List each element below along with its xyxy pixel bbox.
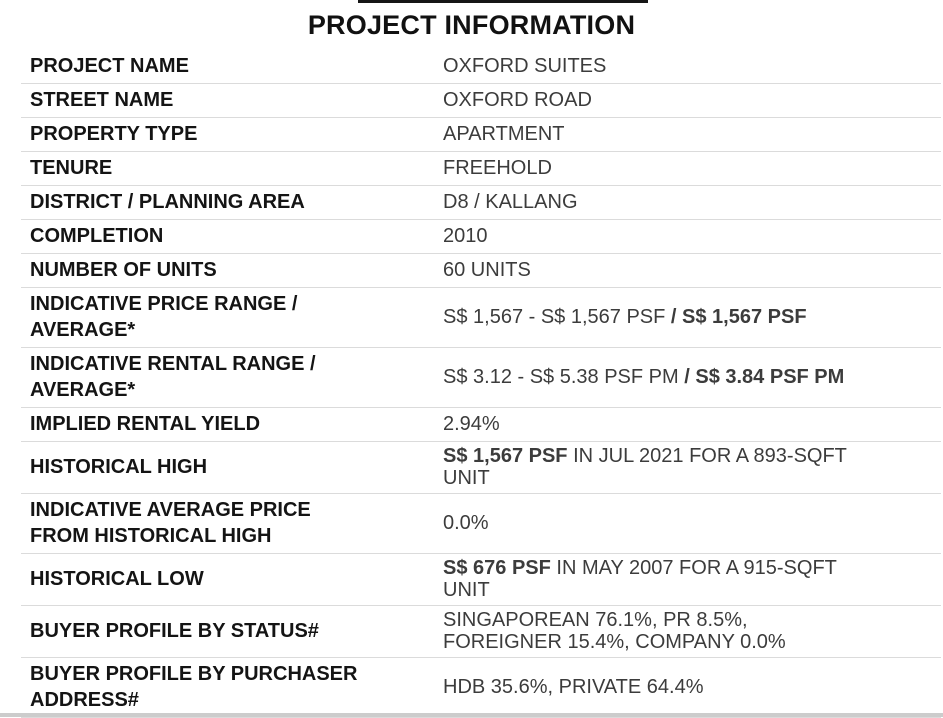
page-title: PROJECT INFORMATION (307, 10, 636, 40)
row-value (443, 413, 853, 435)
row-label: NUMBER OF UNITS (30, 259, 217, 281)
value-segment: D8 / KALLANG (443, 191, 578, 213)
row-label: HISTORICAL LOW (30, 568, 204, 590)
table-row (21, 186, 941, 220)
row-value (443, 609, 853, 653)
table-row (21, 348, 941, 408)
table-row (21, 554, 941, 606)
row-label: STREET NAME (30, 89, 174, 111)
value-segment: APARTMENT (443, 123, 565, 145)
row-label: DISTRICT / PLANNING AREA (30, 191, 305, 213)
value-segment: 2.94% (443, 413, 500, 435)
row-label: INDICATIVE AVERAGE PRICE FROM HISTORICAL HIGH (30, 499, 311, 547)
row-label: BUYER PROFILE BY STATUS# (30, 620, 319, 642)
row-value (443, 366, 853, 388)
row-value (443, 123, 853, 145)
project-info-table-body (21, 50, 941, 718)
row-value (443, 306, 853, 328)
table-row (21, 254, 941, 288)
row-label: BUYER PROFILE BY PURCHASER ADDRESS# (30, 663, 358, 711)
table-row (21, 408, 941, 442)
value-segment: 2010 (443, 225, 488, 247)
row-label: INDICATIVE RENTAL RANGE / AVERAGE* (30, 353, 316, 401)
value-segment-bold: / S$ 1,567 PSF (670, 306, 807, 328)
table-row (21, 118, 941, 152)
value-segment: SINGAPOREAN 76.1%, PR 8.5%, FOREIGNER 15.4%, COMPANY 0.0% (443, 609, 786, 653)
row-label: PROPERTY TYPE (30, 123, 198, 145)
value-segment: 60 UNITS (443, 259, 531, 281)
table-row (21, 442, 941, 494)
value-segment-bold: / S$ 3.84 PSF PM (684, 366, 845, 388)
row-label: TENURE (30, 157, 113, 179)
row-label: HISTORICAL HIGH (30, 456, 208, 478)
row-value (443, 191, 853, 213)
value-segment: S$ 3.12 - S$ 5.38 PSF PM (443, 366, 685, 388)
value-segment: IN MAY 2007 FOR A 915-SQFT UNIT (443, 557, 837, 601)
row-label: PROJECT NAME (30, 55, 189, 77)
table-row (21, 288, 941, 348)
table-row (21, 494, 941, 554)
table-row (21, 50, 941, 84)
row-value (443, 512, 853, 534)
table-row (21, 220, 941, 254)
value-segment: S$ 1,567 - S$ 1,567 PSF (443, 306, 671, 328)
bottom-edge-bar (0, 713, 943, 717)
value-segment: IN JUL 2021 FOR A 893-SQFT UNIT (443, 445, 847, 489)
table-row (21, 658, 941, 718)
value-segment-bold: S$ 676 PSF (443, 557, 551, 579)
table-row (21, 152, 941, 186)
value-segment: OXFORD ROAD (443, 89, 592, 111)
row-value (443, 445, 853, 489)
table-row (21, 84, 941, 118)
project-info-table (21, 50, 941, 718)
row-label: COMPLETION (30, 225, 164, 247)
row-value (443, 89, 853, 111)
table-row (21, 606, 941, 658)
row-value (443, 55, 853, 77)
row-value (443, 557, 853, 601)
value-segment: HDB 35.6%, PRIVATE 64.4% (443, 676, 704, 698)
row-value (443, 157, 853, 179)
row-value (443, 676, 853, 698)
cropped-content-remnant (358, 0, 648, 3)
value-segment: 0.0% (443, 512, 489, 534)
row-label: INDICATIVE PRICE RANGE / AVERAGE* (30, 293, 298, 341)
value-segment: OXFORD SUITES (443, 55, 607, 77)
row-value (443, 259, 853, 281)
row-value (443, 225, 853, 247)
row-label: IMPLIED RENTAL YIELD (30, 413, 261, 435)
value-segment-bold: S$ 1,567 PSF (443, 445, 568, 467)
value-segment: FREEHOLD (443, 157, 552, 179)
